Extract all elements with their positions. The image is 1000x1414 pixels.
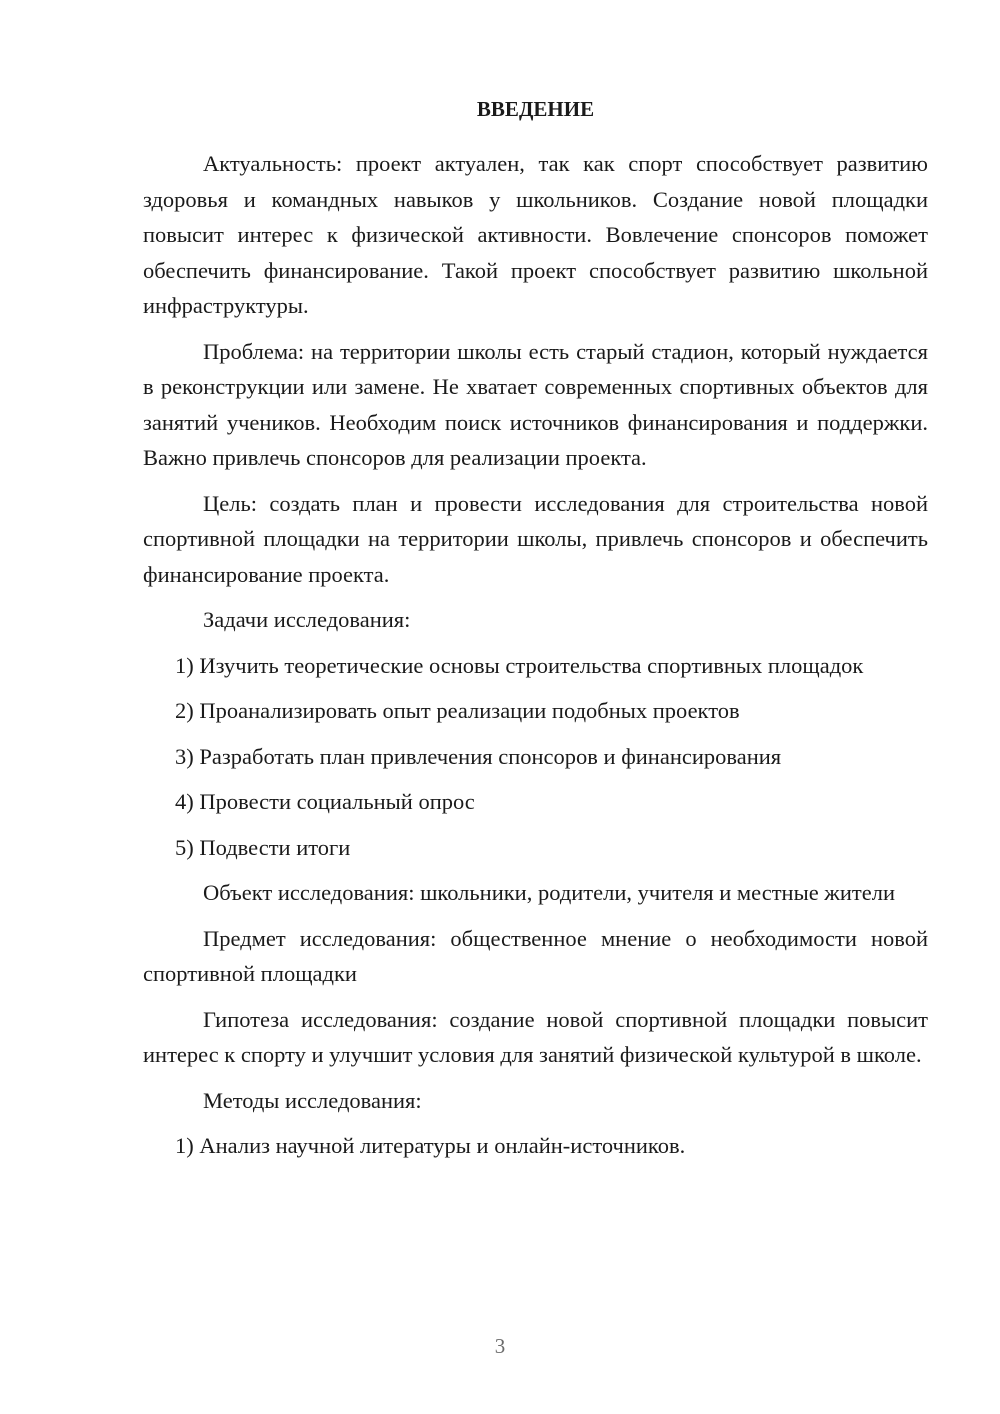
task-item-4: 4) Провести социальный опрос <box>175 789 475 814</box>
methods-heading: Методы исследования: <box>203 1087 422 1113</box>
problem-paragraph: Проблема: на территории школы есть старый стадион, который нуждается в реконструкции или замене. Не хватает современных спортивных объектов для занятий учеников. Необходим поиск источников финансирования и поддержки. Важно привлечь спонсоров для реализации проекта. <box>143 338 928 470</box>
task-item-2: 2) Проанализировать опыт реализации подобных проектов <box>175 698 740 723</box>
relevance-paragraph: Актуальность: проект актуален, так как спорт способствует развитию здоровья и командных навыков у школьников. Создание новой площадки повысит интерес к физической активности. Вовлечение спонсоров поможет обеспечить финансирование. Такой проект способствует развитию школьной инфраструктуры. <box>143 151 928 318</box>
task-item-1: 1) Изучить теоретические основы строительства спортивных площадок <box>175 652 864 678</box>
method-item-1: 1) Анализ научной литературы и онлайн-источников. <box>175 1133 686 1158</box>
tasks-heading: Задачи исследования: <box>203 607 411 632</box>
document-page <box>143 92 928 1174</box>
section-title: ВВЕДЕНИЕ <box>476 97 595 121</box>
task-item-3: 3) Разработать план привлечения спонсоров и финансирования <box>175 743 782 769</box>
object-paragraph: Объект исследования: школьники, родители, учителя и местные жители <box>203 880 895 905</box>
hypothesis-paragraph: Гипотеза исследования: создание новой спортивной площадки повысит интерес к спорту и улучшит условия для занятий физической культурой в школе. <box>143 1006 928 1067</box>
task-item-5: 5) Подвести итоги <box>175 834 351 860</box>
goal-paragraph: Цель: создать план и провести исследования для строительства новой спортивной площадки на территории школы, привлечь спонсоров и обеспечить финансирование проекта. <box>143 490 928 587</box>
subject-paragraph: Предмет исследования: общественное мнение о необходимости новой спортивной площадки <box>143 925 928 986</box>
page-number: 3 <box>494 1334 506 1358</box>
